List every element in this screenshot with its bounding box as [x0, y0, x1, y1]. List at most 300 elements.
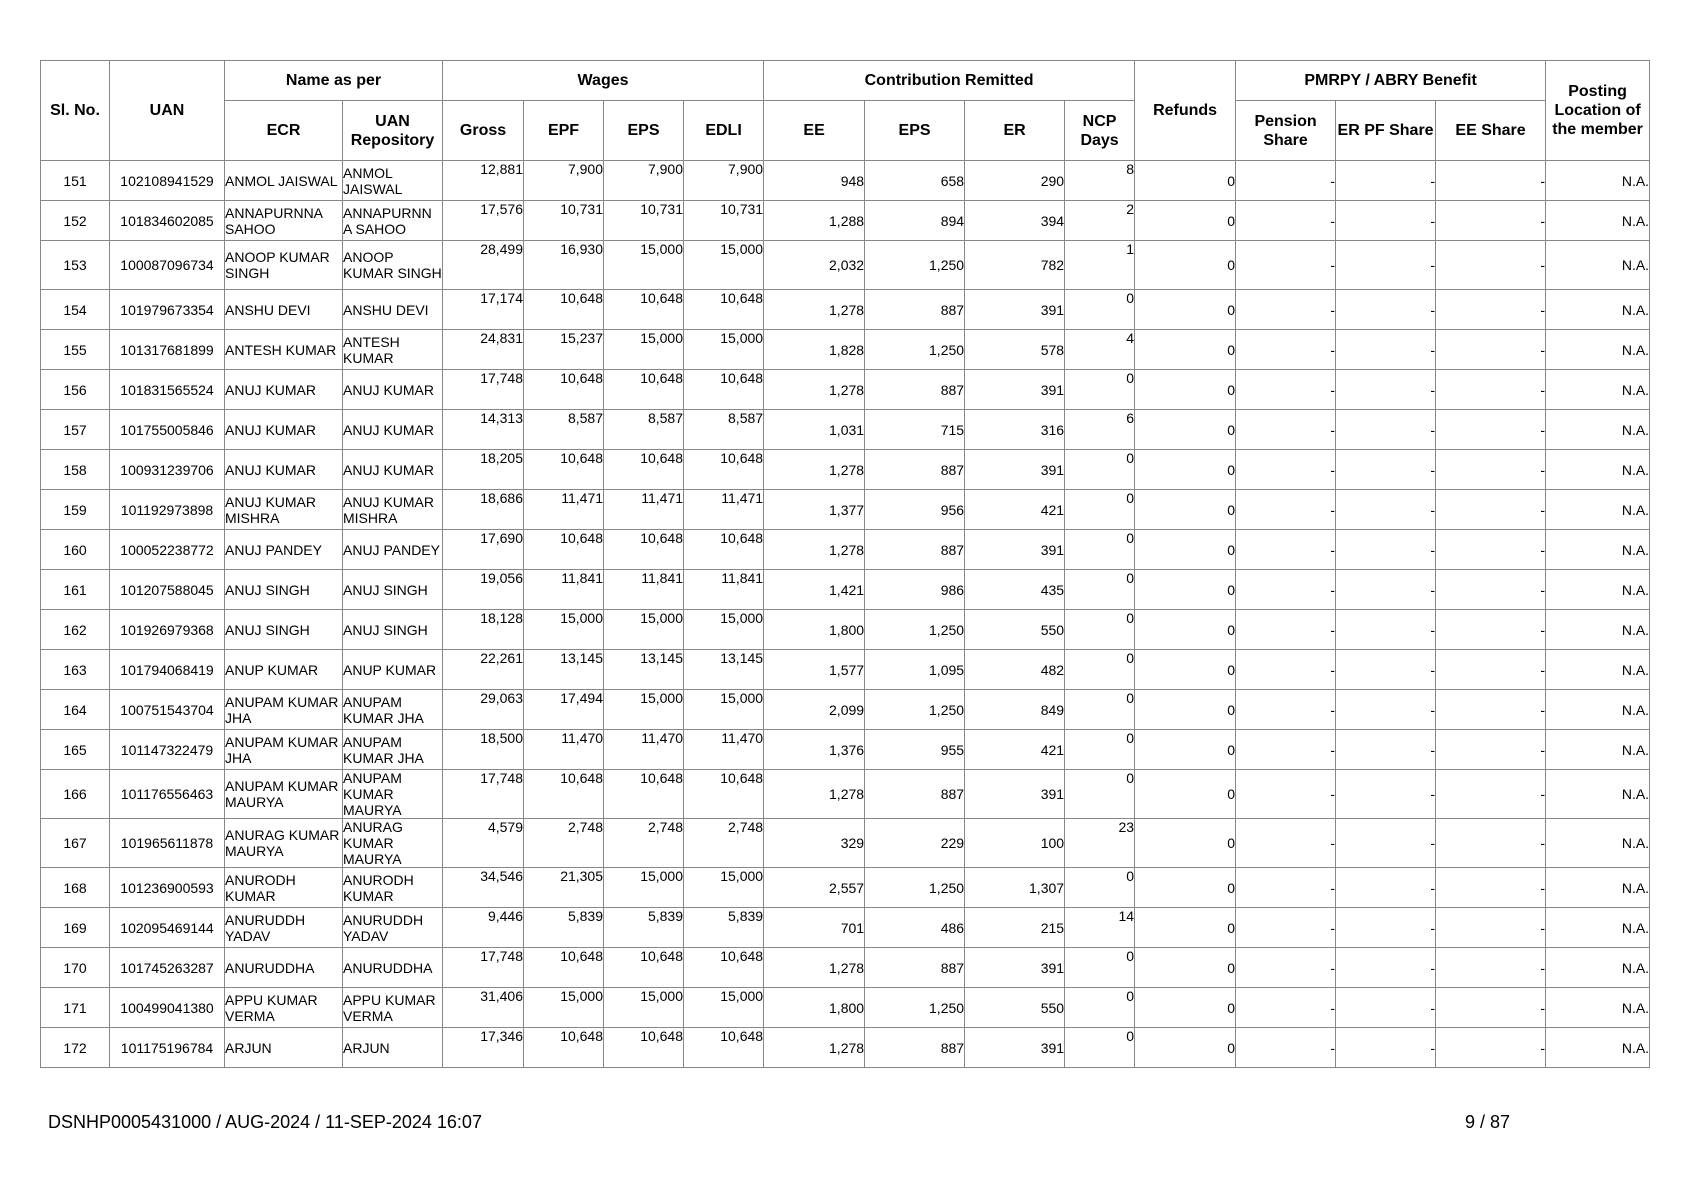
- cell-posting-location: N.A.: [1546, 988, 1650, 1028]
- cell-uan: 101207588045: [110, 570, 225, 610]
- cell-eps: 10,731: [604, 201, 684, 241]
- cell-uan: 102095469144: [110, 908, 225, 948]
- cell-ncp-days: 0: [1065, 650, 1135, 690]
- cell-er-pf-share: -: [1336, 161, 1436, 201]
- cell-ee: 1,288: [764, 201, 865, 241]
- cell-pension-share: -: [1236, 908, 1336, 948]
- cell-pension-share: -: [1236, 201, 1336, 241]
- cell-refunds: 0: [1135, 490, 1236, 530]
- header-refunds: Refunds: [1135, 61, 1236, 161]
- cell-ee: 1,278: [764, 370, 865, 410]
- cell-ee: 1,800: [764, 988, 865, 1028]
- cell-eps-contribution: 986: [865, 570, 965, 610]
- cell-er-pf-share: -: [1336, 490, 1436, 530]
- table-row: [41, 948, 1650, 988]
- cell-uan-repository-name: ANUJ SINGH: [343, 570, 443, 610]
- cell-epf: 21,305: [524, 868, 604, 908]
- cell-uan: 100751543704: [110, 690, 225, 730]
- cell-er-pf-share: -: [1336, 330, 1436, 370]
- cell-er: 482: [965, 650, 1065, 690]
- cell-er-pf-share: -: [1336, 650, 1436, 690]
- cell-er: 391: [965, 1028, 1065, 1068]
- cell-eps: 5,839: [604, 908, 684, 948]
- cell-uan-repository-name: ANUJ SINGH: [343, 610, 443, 650]
- table-body: [41, 161, 1650, 1068]
- cell-posting-location: N.A.: [1546, 948, 1650, 988]
- cell-uan-repository-name: ARJUN: [343, 1028, 443, 1068]
- cell-ncp-days: 0: [1065, 1028, 1135, 1068]
- cell-ecr-name: ANTESH KUMAR: [225, 330, 343, 370]
- header-contribution-remitted: Contribution Remitted: [764, 61, 1135, 101]
- cell-eps-contribution: 887: [865, 290, 965, 330]
- cell-ecr-name: ANUPAM KUMAR JHA: [225, 730, 343, 770]
- cell-refunds: 0: [1135, 241, 1236, 290]
- cell-refunds: 0: [1135, 730, 1236, 770]
- cell-eps-contribution: 1,250: [865, 988, 965, 1028]
- cell-posting-location: N.A.: [1546, 770, 1650, 819]
- cell-ee: 1,031: [764, 410, 865, 450]
- cell-posting-location: N.A.: [1546, 241, 1650, 290]
- cell-pension-share: -: [1236, 490, 1336, 530]
- header-pmrpy-abry: PMRPY / ABRY Benefit: [1236, 61, 1546, 101]
- cell-eps: 11,471: [604, 490, 684, 530]
- cell-eps-contribution: 229: [865, 819, 965, 868]
- cell-er-pf-share: -: [1336, 201, 1436, 241]
- cell-sl-no: 172: [41, 1028, 110, 1068]
- cell-eps-contribution: 1,250: [865, 690, 965, 730]
- cell-er: 100: [965, 819, 1065, 868]
- cell-refunds: 0: [1135, 1028, 1236, 1068]
- cell-uan: 101176556463: [110, 770, 225, 819]
- cell-epf: 16,930: [524, 241, 604, 290]
- cell-edli: 10,648: [684, 770, 764, 819]
- cell-ee-share: -: [1436, 330, 1546, 370]
- cell-gross: 17,748: [443, 770, 524, 819]
- cell-epf: 2,748: [524, 819, 604, 868]
- cell-epf: 11,841: [524, 570, 604, 610]
- cell-posting-location: N.A.: [1546, 1028, 1650, 1068]
- header-gross: Gross: [443, 101, 524, 161]
- cell-er: 391: [965, 290, 1065, 330]
- cell-pension-share: -: [1236, 290, 1336, 330]
- table-row: [41, 819, 1650, 868]
- cell-er: 550: [965, 610, 1065, 650]
- cell-edli: 15,000: [684, 610, 764, 650]
- cell-er-pf-share: -: [1336, 530, 1436, 570]
- cell-ee-share: -: [1436, 370, 1546, 410]
- table-row: [41, 450, 1650, 490]
- cell-ecr-name: ANSHU DEVI: [225, 290, 343, 330]
- cell-edli: 11,471: [684, 490, 764, 530]
- cell-eps: 7,900: [604, 161, 684, 201]
- header-eps-contribution: EPS: [865, 101, 965, 161]
- cell-eps-contribution: 955: [865, 730, 965, 770]
- cell-refunds: 0: [1135, 988, 1236, 1028]
- cell-gross: 24,831: [443, 330, 524, 370]
- cell-posting-location: N.A.: [1546, 490, 1650, 530]
- cell-ncp-days: 14: [1065, 908, 1135, 948]
- header-epf: EPF: [524, 101, 604, 161]
- cell-ee-share: -: [1436, 908, 1546, 948]
- cell-posting-location: N.A.: [1546, 908, 1650, 948]
- cell-epf: 15,237: [524, 330, 604, 370]
- header-ecr: ECR: [225, 101, 343, 161]
- table-row: [41, 690, 1650, 730]
- cell-epf: 10,648: [524, 1028, 604, 1068]
- cell-ncp-days: 0: [1065, 570, 1135, 610]
- cell-uan-repository-name: ANNAPURNN A SAHOO: [343, 201, 443, 241]
- cell-eps-contribution: 887: [865, 1028, 965, 1068]
- cell-ncp-days: 0: [1065, 770, 1135, 819]
- cell-uan-repository-name: ANUPAM KUMAR JHA: [343, 730, 443, 770]
- cell-er: 435: [965, 570, 1065, 610]
- cell-refunds: 0: [1135, 370, 1236, 410]
- cell-uan-repository-name: ANUP KUMAR: [343, 650, 443, 690]
- cell-uan-repository-name: ANUJ KUMAR: [343, 450, 443, 490]
- cell-refunds: 0: [1135, 161, 1236, 201]
- cell-uan-repository-name: ANOOP KUMAR SINGH: [343, 241, 443, 290]
- cell-ee-share: -: [1436, 490, 1546, 530]
- cell-eps-contribution: 1,250: [865, 610, 965, 650]
- cell-er: 1,307: [965, 868, 1065, 908]
- cell-er: 578: [965, 330, 1065, 370]
- cell-refunds: 0: [1135, 290, 1236, 330]
- cell-uan-repository-name: ANUJ KUMAR MISHRA: [343, 490, 443, 530]
- cell-posting-location: N.A.: [1546, 410, 1650, 450]
- header-ee: EE: [764, 101, 865, 161]
- cell-sl-no: 166: [41, 770, 110, 819]
- cell-eps-contribution: 894: [865, 201, 965, 241]
- header-wages: Wages: [443, 61, 764, 101]
- cell-posting-location: N.A.: [1546, 819, 1650, 868]
- cell-ncp-days: 1: [1065, 241, 1135, 290]
- cell-ecr-name: ANOOP KUMAR SINGH: [225, 241, 343, 290]
- cell-epf: 10,648: [524, 530, 604, 570]
- cell-sl-no: 152: [41, 201, 110, 241]
- header-er-pf-share: ER PF Share: [1336, 101, 1436, 161]
- cell-sl-no: 159: [41, 490, 110, 530]
- cell-er-pf-share: -: [1336, 770, 1436, 819]
- cell-ee-share: -: [1436, 770, 1546, 819]
- cell-er-pf-share: -: [1336, 730, 1436, 770]
- cell-eps: 15,000: [604, 241, 684, 290]
- cell-edli: 10,648: [684, 450, 764, 490]
- cell-eps: 10,648: [604, 530, 684, 570]
- cell-eps-contribution: 486: [865, 908, 965, 948]
- cell-refunds: 0: [1135, 610, 1236, 650]
- cell-edli: 15,000: [684, 330, 764, 370]
- cell-ee-share: -: [1436, 290, 1546, 330]
- cell-posting-location: N.A.: [1546, 610, 1650, 650]
- cell-ecr-name: ANUPAM KUMAR JHA: [225, 690, 343, 730]
- cell-sl-no: 162: [41, 610, 110, 650]
- cell-sl-no: 170: [41, 948, 110, 988]
- cell-ncp-days: 0: [1065, 450, 1135, 490]
- cell-pension-share: -: [1236, 868, 1336, 908]
- cell-posting-location: N.A.: [1546, 370, 1650, 410]
- cell-er: 316: [965, 410, 1065, 450]
- cell-uan-repository-name: ANUJ KUMAR: [343, 410, 443, 450]
- cell-ee: 1,828: [764, 330, 865, 370]
- cell-ee-share: -: [1436, 948, 1546, 988]
- cell-epf: 13,145: [524, 650, 604, 690]
- cell-ee: 1,278: [764, 530, 865, 570]
- cell-pension-share: -: [1236, 161, 1336, 201]
- cell-epf: 5,839: [524, 908, 604, 948]
- cell-refunds: 0: [1135, 948, 1236, 988]
- header-ncp-days: NCP Days: [1065, 101, 1135, 161]
- cell-pension-share: -: [1236, 650, 1336, 690]
- contribution-table: [40, 60, 1650, 1068]
- cell-er: 391: [965, 530, 1065, 570]
- cell-ee: 1,577: [764, 650, 865, 690]
- cell-ee-share: -: [1436, 730, 1546, 770]
- cell-ee: 1,421: [764, 570, 865, 610]
- header-uan: UAN: [110, 61, 225, 161]
- cell-refunds: 0: [1135, 770, 1236, 819]
- cell-refunds: 0: [1135, 410, 1236, 450]
- header-ee-share: EE Share: [1436, 101, 1546, 161]
- cell-gross: 19,056: [443, 570, 524, 610]
- cell-refunds: 0: [1135, 570, 1236, 610]
- cell-pension-share: -: [1236, 988, 1336, 1028]
- cell-ecr-name: ANUJ SINGH: [225, 610, 343, 650]
- cell-er-pf-share: -: [1336, 690, 1436, 730]
- cell-uan-repository-name: ANURUDDHA: [343, 948, 443, 988]
- cell-sl-no: 169: [41, 908, 110, 948]
- cell-edli: 5,839: [684, 908, 764, 948]
- header-edli: EDLI: [684, 101, 764, 161]
- cell-ecr-name: ANUJ PANDEY: [225, 530, 343, 570]
- cell-gross: 17,174: [443, 290, 524, 330]
- cell-posting-location: N.A.: [1546, 330, 1650, 370]
- cell-er: 391: [965, 370, 1065, 410]
- cell-uan: 101831565524: [110, 370, 225, 410]
- cell-sl-no: 161: [41, 570, 110, 610]
- cell-eps: 2,748: [604, 819, 684, 868]
- cell-pension-share: -: [1236, 1028, 1336, 1068]
- cell-eps: 10,648: [604, 1028, 684, 1068]
- header-pension-share: Pension Share: [1236, 101, 1336, 161]
- cell-er-pf-share: -: [1336, 410, 1436, 450]
- footer-page-number: 9 / 87: [1464, 1112, 1510, 1132]
- cell-edli: 2,748: [684, 819, 764, 868]
- cell-epf: 15,000: [524, 610, 604, 650]
- cell-sl-no: 171: [41, 988, 110, 1028]
- cell-sl-no: 164: [41, 690, 110, 730]
- cell-uan: 101236900593: [110, 868, 225, 908]
- cell-ee: 2,099: [764, 690, 865, 730]
- cell-gross: 34,546: [443, 868, 524, 908]
- cell-er-pf-share: -: [1336, 988, 1436, 1028]
- cell-ee: 329: [764, 819, 865, 868]
- cell-ecr-name: ANURODH KUMAR: [225, 868, 343, 908]
- cell-eps-contribution: 1,095: [865, 650, 965, 690]
- cell-er: 215: [965, 908, 1065, 948]
- header-er: ER: [965, 101, 1065, 161]
- cell-ee: 1,278: [764, 290, 865, 330]
- cell-epf: 17,494: [524, 690, 604, 730]
- cell-er: 421: [965, 730, 1065, 770]
- cell-er: 391: [965, 948, 1065, 988]
- cell-ee-share: -: [1436, 201, 1546, 241]
- cell-ecr-name: ANURUDDHA: [225, 948, 343, 988]
- cell-sl-no: 165: [41, 730, 110, 770]
- cell-er-pf-share: -: [1336, 908, 1436, 948]
- cell-eps-contribution: 715: [865, 410, 965, 450]
- cell-uan-repository-name: ANUJ KUMAR: [343, 370, 443, 410]
- cell-er-pf-share: -: [1336, 241, 1436, 290]
- cell-ee: 948: [764, 161, 865, 201]
- cell-refunds: 0: [1135, 868, 1236, 908]
- cell-posting-location: N.A.: [1546, 730, 1650, 770]
- cell-epf: 10,648: [524, 948, 604, 988]
- cell-gross: 22,261: [443, 650, 524, 690]
- cell-refunds: 0: [1135, 450, 1236, 490]
- cell-er-pf-share: -: [1336, 1028, 1436, 1068]
- cell-ee: 1,278: [764, 770, 865, 819]
- cell-ee-share: -: [1436, 690, 1546, 730]
- cell-er-pf-share: -: [1336, 610, 1436, 650]
- cell-ecr-name: ANUJ KUMAR: [225, 370, 343, 410]
- cell-pension-share: -: [1236, 241, 1336, 290]
- cell-edli: 10,648: [684, 370, 764, 410]
- cell-gross: 12,881: [443, 161, 524, 201]
- cell-er: 391: [965, 770, 1065, 819]
- cell-uan-repository-name: APPU KUMAR VERMA: [343, 988, 443, 1028]
- cell-gross: 17,576: [443, 201, 524, 241]
- cell-er: 550: [965, 988, 1065, 1028]
- cell-ee-share: -: [1436, 450, 1546, 490]
- cell-eps: 13,145: [604, 650, 684, 690]
- cell-ncp-days: 0: [1065, 868, 1135, 908]
- cell-eps-contribution: 658: [865, 161, 965, 201]
- cell-ncp-days: 0: [1065, 690, 1135, 730]
- cell-ee-share: -: [1436, 868, 1546, 908]
- cell-eps-contribution: 887: [865, 770, 965, 819]
- cell-uan: 101755005846: [110, 410, 225, 450]
- cell-ee: 1,376: [764, 730, 865, 770]
- table-row: [41, 370, 1650, 410]
- cell-ecr-name: ANUJ SINGH: [225, 570, 343, 610]
- cell-eps: 15,000: [604, 868, 684, 908]
- cell-pension-share: -: [1236, 570, 1336, 610]
- cell-edli: 15,000: [684, 868, 764, 908]
- cell-ecr-name: APPU KUMAR VERMA: [225, 988, 343, 1028]
- cell-er: 849: [965, 690, 1065, 730]
- cell-epf: 10,731: [524, 201, 604, 241]
- cell-edli: 11,470: [684, 730, 764, 770]
- table-row: [41, 201, 1650, 241]
- cell-uan-repository-name: ANURUDDH YADAV: [343, 908, 443, 948]
- cell-gross: 17,346: [443, 1028, 524, 1068]
- cell-er-pf-share: -: [1336, 290, 1436, 330]
- table-row: [41, 530, 1650, 570]
- cell-edli: 10,648: [684, 1028, 764, 1068]
- cell-posting-location: N.A.: [1546, 868, 1650, 908]
- cell-ee: 2,557: [764, 868, 865, 908]
- cell-edli: 15,000: [684, 241, 764, 290]
- cell-eps: 8,587: [604, 410, 684, 450]
- table-row: [41, 330, 1650, 370]
- cell-er-pf-share: -: [1336, 819, 1436, 868]
- cell-uan: 101745263287: [110, 948, 225, 988]
- table-row: [41, 770, 1650, 819]
- cell-gross: 17,748: [443, 948, 524, 988]
- cell-ee: 701: [764, 908, 865, 948]
- cell-ncp-days: 6: [1065, 410, 1135, 450]
- cell-ecr-name: ANUJ KUMAR: [225, 450, 343, 490]
- cell-posting-location: N.A.: [1546, 290, 1650, 330]
- cell-eps-contribution: 956: [865, 490, 965, 530]
- cell-uan-repository-name: ANSHU DEVI: [343, 290, 443, 330]
- header-posting-location: Posting Location of the member: [1546, 61, 1650, 161]
- cell-ncp-days: 0: [1065, 490, 1135, 530]
- cell-ee-share: -: [1436, 610, 1546, 650]
- cell-uan: 101979673354: [110, 290, 225, 330]
- cell-gross: 4,579: [443, 819, 524, 868]
- cell-posting-location: N.A.: [1546, 570, 1650, 610]
- cell-pension-share: -: [1236, 330, 1336, 370]
- cell-pension-share: -: [1236, 450, 1336, 490]
- cell-epf: 10,648: [524, 770, 604, 819]
- cell-eps-contribution: 887: [865, 948, 965, 988]
- cell-pension-share: -: [1236, 410, 1336, 450]
- header-name-as-per: Name as per: [225, 61, 443, 101]
- cell-ee-share: -: [1436, 650, 1546, 690]
- cell-edli: 15,000: [684, 690, 764, 730]
- cell-ncp-days: 0: [1065, 530, 1135, 570]
- footer-document-reference: DSNHP0005431000 / AUG-2024 / 11-SEP-2024 16:07: [48, 1112, 482, 1132]
- cell-uan: 100499041380: [110, 988, 225, 1028]
- cell-er-pf-share: -: [1336, 868, 1436, 908]
- cell-uan-repository-name: ANTESH KUMAR: [343, 330, 443, 370]
- table-row: [41, 290, 1650, 330]
- cell-sl-no: 168: [41, 868, 110, 908]
- cell-epf: 8,587: [524, 410, 604, 450]
- cell-ecr-name: ANUJ KUMAR: [225, 410, 343, 450]
- cell-uan: 101965611878: [110, 819, 225, 868]
- cell-sl-no: 151: [41, 161, 110, 201]
- cell-edli: 7,900: [684, 161, 764, 201]
- cell-ecr-name: ANURAG KUMAR MAURYA: [225, 819, 343, 868]
- cell-ee-share: -: [1436, 530, 1546, 570]
- cell-ecr-name: ANNAPURNNA SAHOO: [225, 201, 343, 241]
- cell-eps: 10,648: [604, 290, 684, 330]
- cell-uan: 101794068419: [110, 650, 225, 690]
- cell-pension-share: -: [1236, 948, 1336, 988]
- cell-ee: 1,278: [764, 450, 865, 490]
- cell-edli: 10,648: [684, 530, 764, 570]
- cell-eps: 11,470: [604, 730, 684, 770]
- cell-sl-no: 154: [41, 290, 110, 330]
- cell-ncp-days: 8: [1065, 161, 1135, 201]
- cell-eps-contribution: 887: [865, 370, 965, 410]
- table-row: [41, 610, 1650, 650]
- table-row: [41, 988, 1650, 1028]
- cell-er: 394: [965, 201, 1065, 241]
- cell-sl-no: 156: [41, 370, 110, 410]
- cell-pension-share: -: [1236, 370, 1336, 410]
- cell-uan: 101175196784: [110, 1028, 225, 1068]
- cell-er: 782: [965, 241, 1065, 290]
- cell-eps: 15,000: [604, 988, 684, 1028]
- cell-eps-contribution: 887: [865, 530, 965, 570]
- cell-ncp-days: 4: [1065, 330, 1135, 370]
- cell-uan: 101317681899: [110, 330, 225, 370]
- cell-sl-no: 163: [41, 650, 110, 690]
- cell-refunds: 0: [1135, 201, 1236, 241]
